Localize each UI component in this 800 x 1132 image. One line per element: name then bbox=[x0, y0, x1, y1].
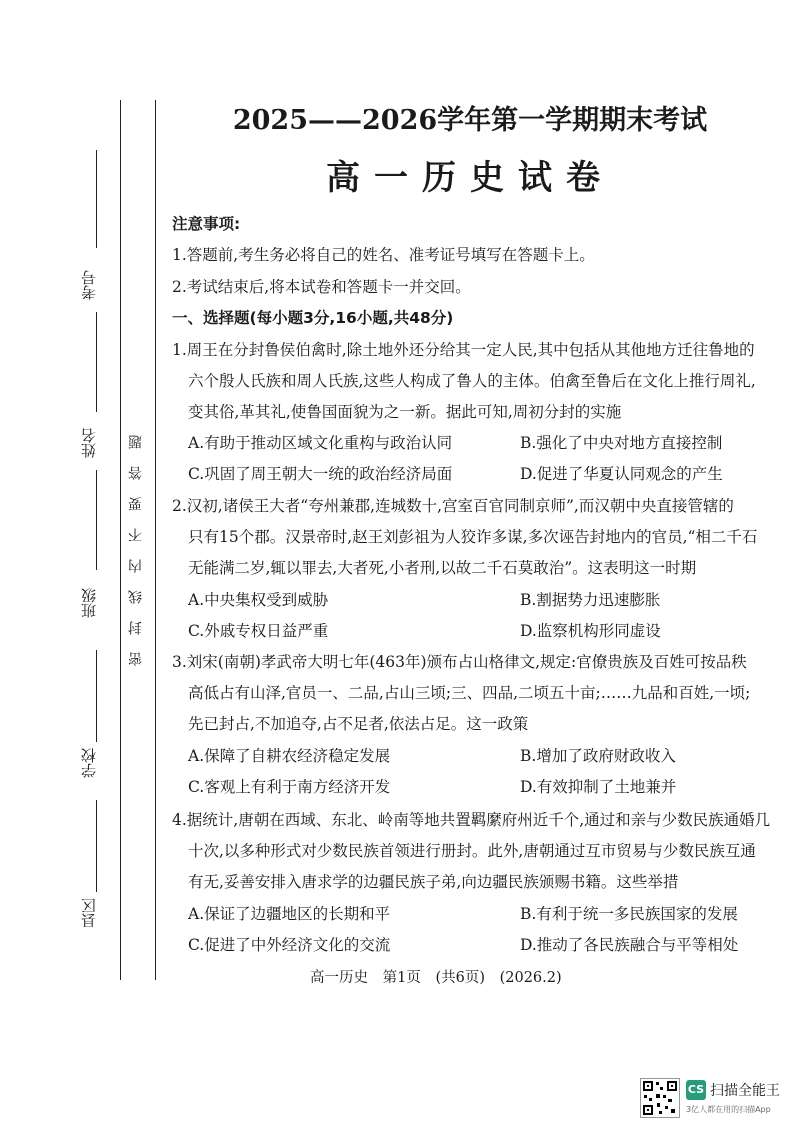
question-3-line-3: 先已封占,不加追夺,占不足者,依法占足。这一政策 bbox=[188, 715, 529, 733]
question-1-option-b: B.强化了中央对地方直接控制 bbox=[520, 434, 723, 452]
notice-item: 2.考试结束后,将本试卷和答题卡一并交回。 bbox=[172, 278, 471, 296]
notice-heading: 注意事项: bbox=[172, 215, 241, 233]
question-2-line-3: 无能满二岁,辄以罪去,大者死,小者刑,以故二千石莫敢治”。这表明这一时期 bbox=[188, 559, 697, 577]
question-1-line-1: 1.周王在分封鲁侯伯禽时,除土地外还分给其一定人民,其中包括从其他地方迁往鲁地的 bbox=[172, 341, 755, 359]
question-1-line-3: 变其俗,革其礼,使鲁国面貌为之一新。据此可知,周初分封的实施 bbox=[188, 403, 622, 421]
question-2-option-c: C.外戚专权日益严重 bbox=[188, 622, 329, 640]
exam-subtitle: 高一历史试卷 bbox=[326, 158, 614, 198]
question-3-option-d: D.有效抑制了土地兼并 bbox=[520, 778, 677, 796]
school-label: 学校 bbox=[80, 748, 98, 778]
camscanner-logo-icon: CS bbox=[686, 1080, 706, 1100]
county-blank bbox=[96, 800, 97, 892]
question-1-line-2: 六个殷人氏族和周人氏族,这些人构成了鲁人的主体。伯禽至鲁后在文化上推行周礼, bbox=[188, 372, 756, 390]
exam-no-label: 考号 bbox=[80, 270, 98, 300]
question-4-line-3: 有无,妥善安排入唐求学的边疆民族子弟,向边疆民族颁赐书籍。这些举措 bbox=[188, 873, 679, 891]
question-2-option-a: A.中央集权受到威胁 bbox=[188, 591, 329, 609]
school-blank bbox=[96, 650, 97, 742]
question-3-option-c: C.客观上有利于南方经济开发 bbox=[188, 778, 391, 796]
binding-line-outer bbox=[120, 100, 121, 980]
question-3-line-2: 高低占有山泽,官员一、二品,占山三顷;三、四品,二顷五十亩;……九品和百姓,一顷; bbox=[188, 684, 751, 702]
class-label: 班级 bbox=[80, 588, 98, 618]
name-label: 姓名 bbox=[80, 428, 98, 458]
question-3-option-b: B.增加了政府财政收入 bbox=[520, 747, 676, 765]
name-blank bbox=[96, 312, 97, 412]
question-4-option-d: D.推动了各民族融合与平等相处 bbox=[520, 936, 739, 954]
question-4-line-1: 4.据统计,唐朝在西域、东北、岭南等地共置羁縻府州近千个,通过和亲与少数民族通婚几 bbox=[172, 811, 771, 829]
question-4-line-2: 十次,以多种形式对少数民族首领进行册封。此外,唐朝通过互市贸易与少数民族互通 bbox=[188, 842, 756, 860]
question-2-option-b: B.割据势力迅速膨胀 bbox=[520, 591, 661, 609]
question-2-line-2: 只有15个郡。汉景帝时,赵王刘彭祖为人狡诈多谋,多次诬告封地内的官员,“相二千石 bbox=[188, 528, 758, 546]
question-1-option-c: C.巩固了周王朝大一统的政治经济局面 bbox=[188, 465, 453, 483]
question-4-option-b: B.有利于统一多民族国家的发展 bbox=[520, 905, 738, 923]
exam-title: 2025——2026学年第一学期期末考试 bbox=[232, 105, 708, 136]
seal-line-notice: 密封线内不要答题 bbox=[128, 418, 144, 666]
binding-line-inner bbox=[155, 100, 156, 980]
question-2-line-1: 2.汉初,诸侯王大者“夸州兼郡,连城数十,宫室百官同制京师”,而汉朝中央直接管辖的 bbox=[172, 497, 734, 515]
question-1-option-d: D.促进了华夏认同观念的产生 bbox=[520, 465, 723, 483]
question-3-option-a: A.保障了自耕农经济稳定发展 bbox=[188, 747, 391, 765]
class-blank bbox=[96, 470, 97, 570]
page-footer: 高一历史 第1页 (共6页) (2026.2) bbox=[310, 970, 562, 986]
question-4-option-a: A.保证了边疆地区的长期和平 bbox=[188, 905, 391, 923]
question-2-option-d: D.监察机构形同虚设 bbox=[520, 622, 661, 640]
section-heading: 一、选择题(每小题3分,16小题,共48分) bbox=[172, 309, 454, 327]
qr-code-icon bbox=[640, 1078, 680, 1118]
scanner-tagline: 3亿人都在用的扫描App bbox=[686, 1105, 771, 1114]
question-4-option-c: C.促进了中外经济文化的交流 bbox=[188, 936, 391, 954]
question-3-line-1: 3.刘宋(南朝)孝武帝大明七年(463年)颁布占山格律文,规定:官僚贵族及百姓可按品秩 bbox=[172, 653, 747, 671]
scanner-brand: 扫描全能王 bbox=[710, 1083, 780, 1099]
county-label: 县区 bbox=[80, 898, 98, 928]
question-1-option-a: A.有助于推动区域文化重构与政治认同 bbox=[188, 434, 453, 452]
notice-item: 1.答题前,考生务必将自己的姓名、准考证号填写在答题卡上。 bbox=[172, 246, 595, 264]
exam-no-blank bbox=[96, 150, 97, 248]
